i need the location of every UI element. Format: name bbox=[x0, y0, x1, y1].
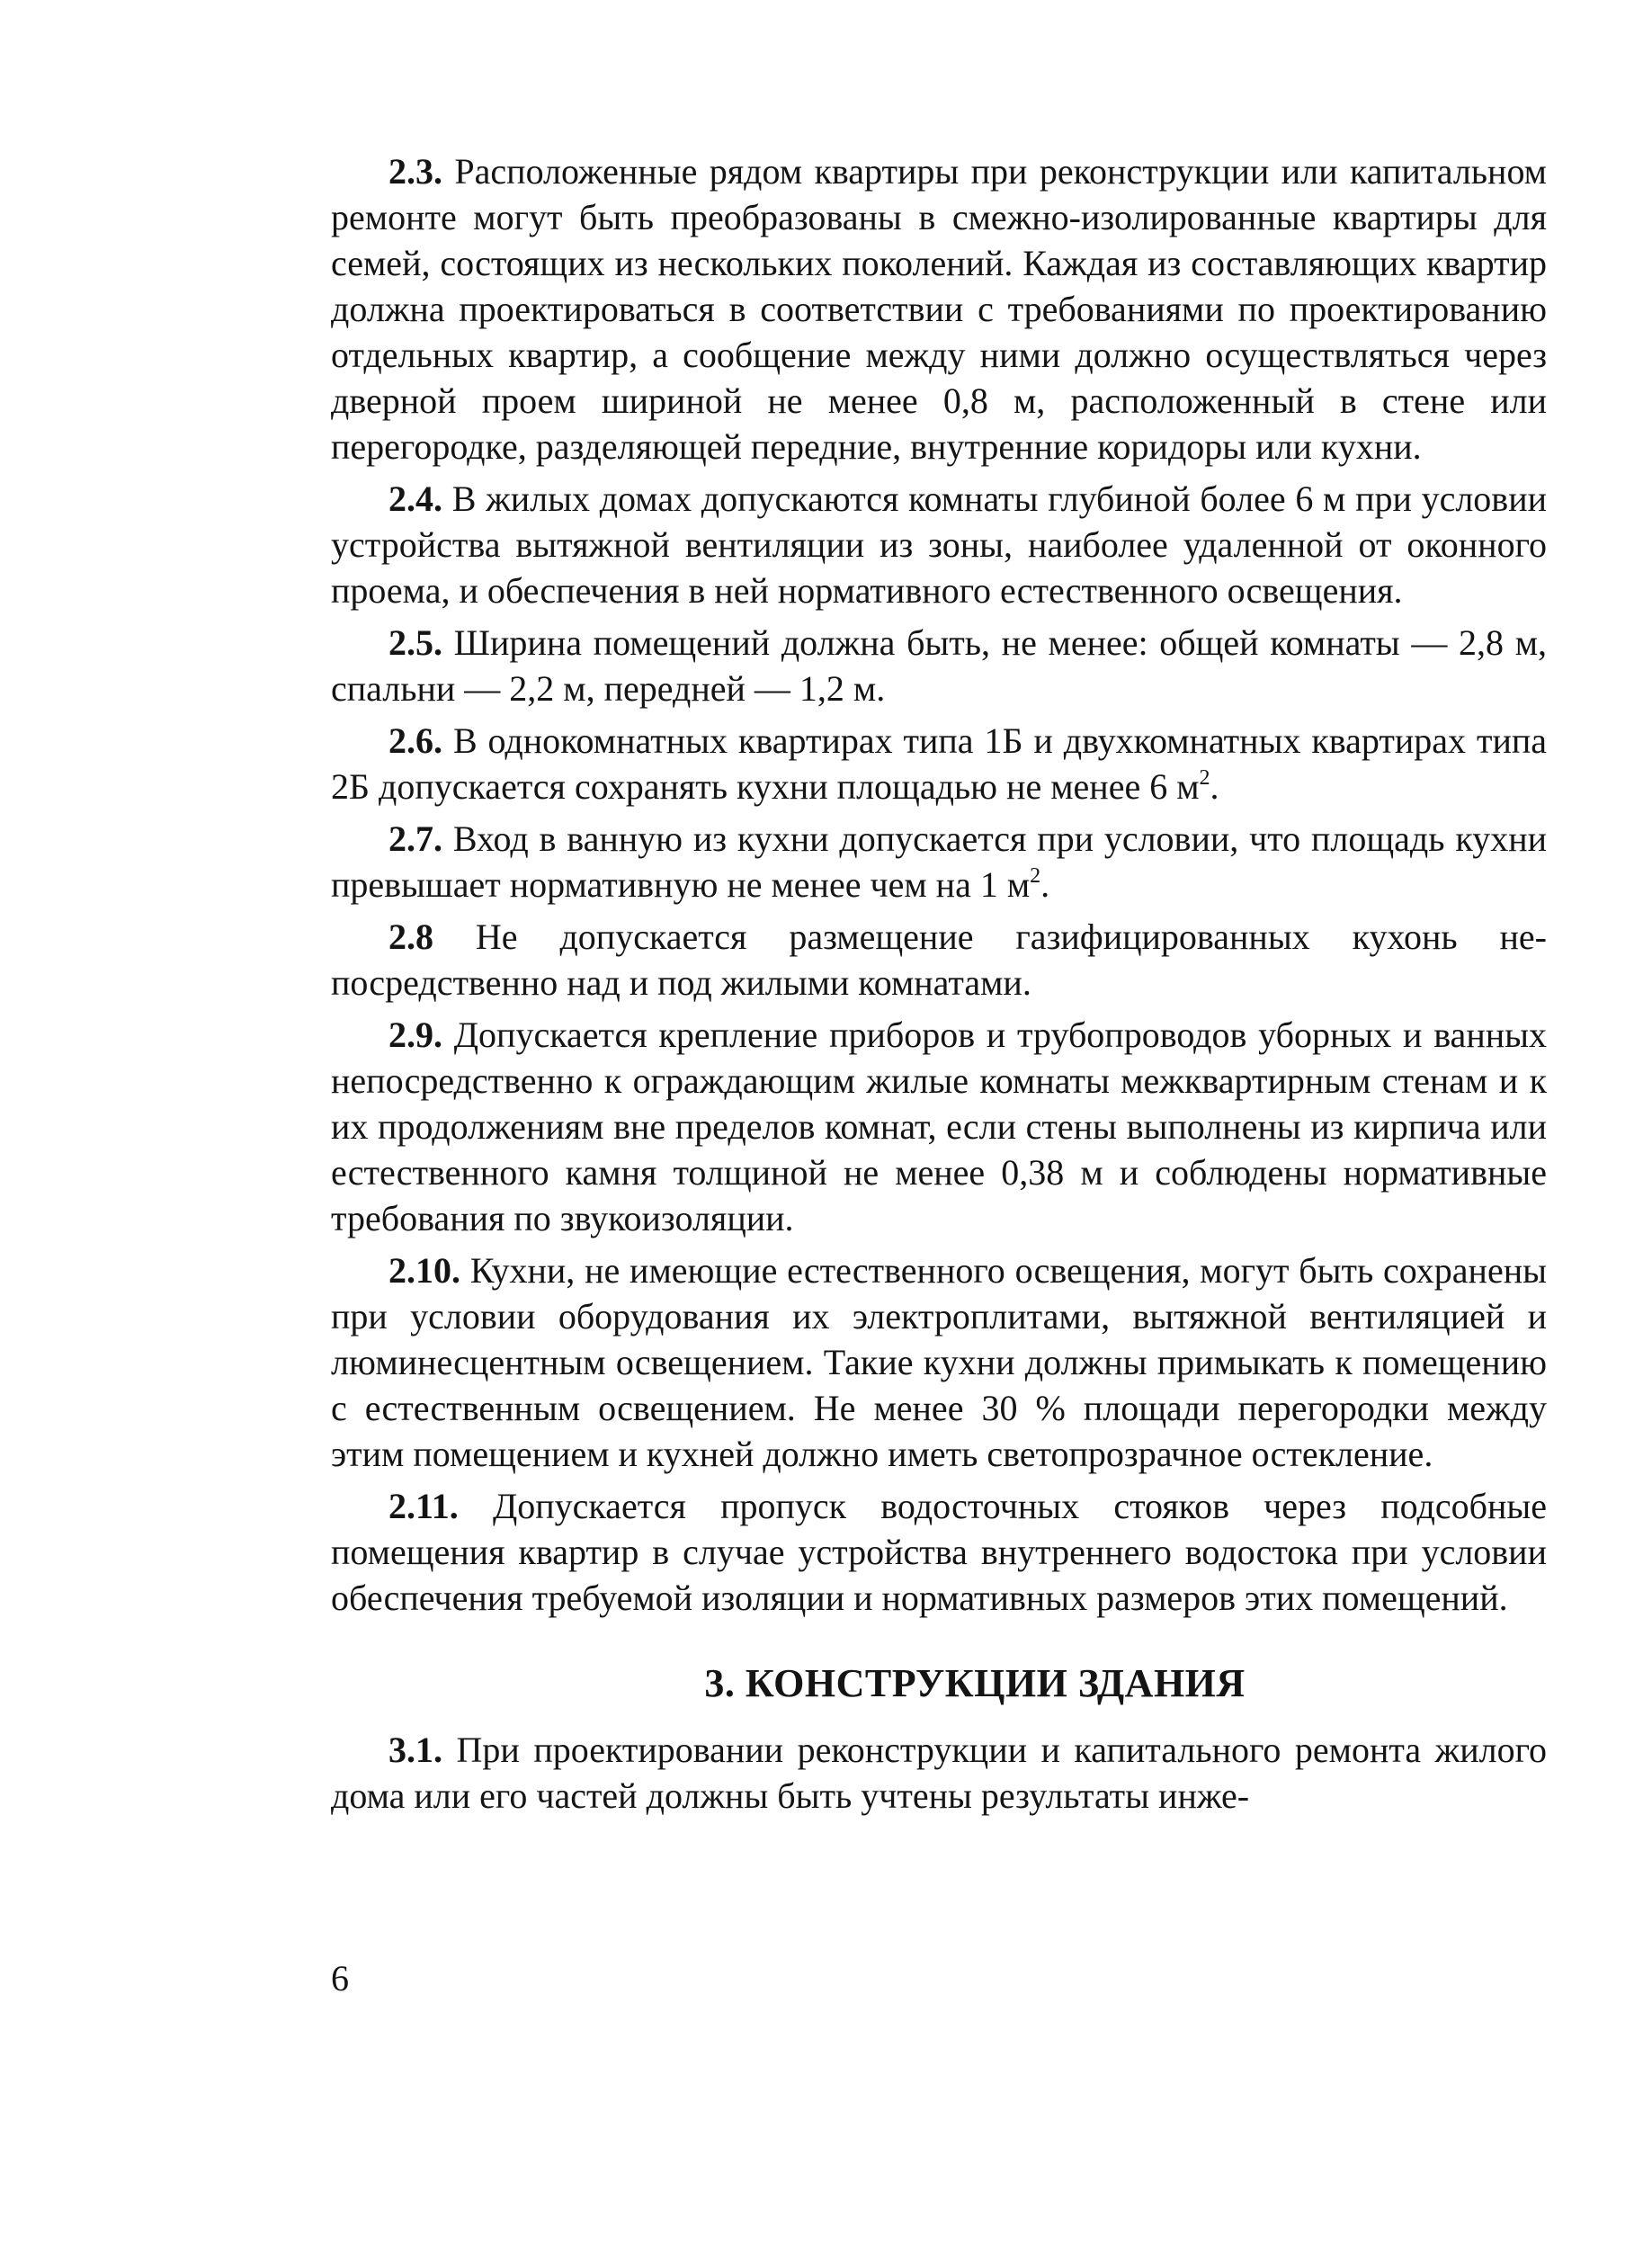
paragraph-number: 2.4. bbox=[388, 478, 442, 519]
superscript: 2 bbox=[1030, 864, 1041, 888]
paragraph-number: 2.5. bbox=[388, 622, 442, 663]
paragraph-text: В жилых домах допускаются комнаты глубиной более 6 м при условии устройства вытяжной вентиляции из зоны, наиболее удаленной от оконного проема, и обеспечения в ней нормативного естественного освещения. bbox=[331, 478, 1548, 611]
paragraph-2-4 bbox=[331, 476, 1547, 613]
paragraph-2-9 bbox=[331, 1012, 1547, 1241]
paragraph-2-8 bbox=[331, 914, 1547, 1006]
paragraph-number: 3.1. bbox=[388, 1730, 442, 1770]
paragraph-2-6 bbox=[331, 718, 1547, 809]
paragraph-number: 2.10. bbox=[388, 1250, 460, 1291]
paragraph-text: Допускается крепление приборов и трубопроводов уборных и ванных непосредственно к ограждающим жилые комнаты межквартирным стенам и к их продолжениям вне пределов комнат, если стены выполнены из кирпича или естественного камня толщиной не менее 0,38 м и соблюдены нормативные требования по звукоизоляции. bbox=[331, 1015, 1548, 1238]
document-page bbox=[331, 148, 1547, 1825]
paragraph-text: Расположенные рядом квартиры при реконструкции или капитальном ремонте могут быть преобразованы в смежно-изолированные квартиры для семей, состоящих из нескольких поколений. Каждая из составляющих квартир должна проектироваться в соответствии с требованиями по проектированию отдельных квартир, а сообщение между ними должно осуществляться через дверной проем шириной не менее 0,8 м, расположенный в стене или перегородке, разделяющей передние, внутренние коридоры или кухни. bbox=[331, 151, 1547, 467]
paragraph-number: 2.3. bbox=[388, 151, 442, 192]
page-number: 6 bbox=[331, 1958, 349, 1998]
paragraph-2-3 bbox=[331, 148, 1547, 469]
paragraph-text: Кухни, не имеющие естественного освещения, могут быть сохранены при условии оборудования их электроплитами, вытяжной вентиляцией и люминесцентным освещением. Такие кухни должны примыкать к помещению с естественным освещением. Не менее 30 % площади перегородки между этим помещением и кухней должно иметь светопрозрачное остекление. bbox=[331, 1250, 1547, 1474]
paragraph-number: 2.8 bbox=[388, 916, 433, 957]
paragraph-text: Вход в ванную из кухни допускается при условии, что площадь кухни превышает нормативную не менее чем на 1 м bbox=[331, 818, 1548, 905]
paragraph-number: 2.11. bbox=[388, 1486, 459, 1526]
paragraph-2-11 bbox=[331, 1483, 1547, 1621]
paragraph-text: Не допускается размещение газифицированных кухонь непосредственно над и под жилыми комнатами. bbox=[331, 916, 1547, 1003]
paragraph-3-1 bbox=[331, 1727, 1547, 1819]
paragraph-text: В однокомнатных квартирах типа 1Б и двухкомнатных квартирах типа 2Б допускается сохранять кухни площадью не менее 6 м bbox=[331, 720, 1548, 807]
paragraph-number: 2.9. bbox=[388, 1015, 442, 1055]
paragraph-end: . bbox=[1040, 864, 1050, 905]
paragraph-2-5 bbox=[331, 620, 1547, 711]
superscript: 2 bbox=[1199, 766, 1210, 790]
paragraph-number: 2.7. bbox=[388, 818, 442, 859]
paragraph-number: 2.6. bbox=[388, 720, 442, 761]
paragraph-2-7 bbox=[331, 816, 1547, 907]
paragraph-text: Допускается пропуск водосточных стояков через подсобные помещения квартир в случае устройства внутреннего водостока при условии обеспечения требуемой изоляции и нормативных размеров этих помещений. bbox=[331, 1486, 1547, 1618]
paragraph-end: . bbox=[1210, 766, 1219, 807]
paragraph-text: Ширина помещений должна быть, не менее: общей комнаты — 2,8 м, спальни — 2,2 м, передней — 1,2 м. bbox=[331, 622, 1548, 709]
paragraph-2-10 bbox=[331, 1247, 1547, 1477]
section-heading: 3. КОНСТРУКЦИИ ЗДАНИЯ bbox=[704, 1661, 1246, 1705]
paragraph-text: При проектировании реконструкции и капитального ремонта жилого дома или его частей должны быть учтены результаты инже- bbox=[331, 1730, 1548, 1816]
